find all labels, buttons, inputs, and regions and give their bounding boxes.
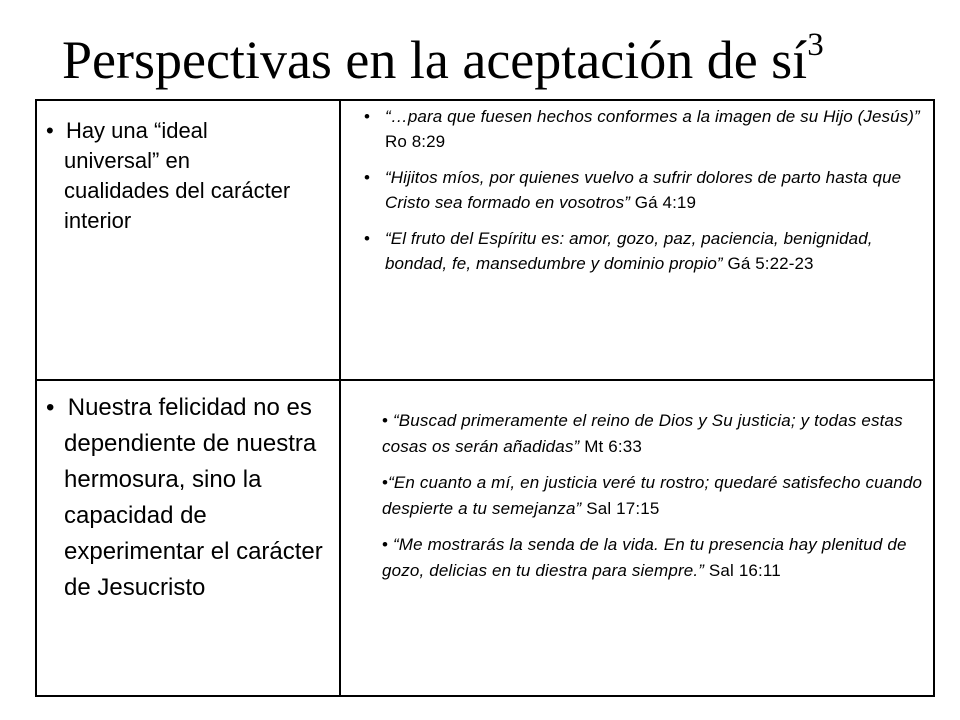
quote-reference: Ro 8:29: [385, 132, 446, 151]
bullet-icon: •: [364, 107, 370, 126]
column-divider: [339, 99, 341, 697]
left-item-text: Hay una “ideal universal” en cualidades del carácter interior: [64, 118, 291, 233]
left-item-text: Nuestra felicidad no es dependiente de nuestra hermosura, sino la capacidad de experimentar el carácter de Jesucristo: [64, 394, 323, 601]
quote-item: [364, 226, 928, 276]
bullet-icon: •: [382, 411, 393, 430]
bullet-icon: •: [364, 229, 370, 248]
quote-text: “El fruto del Espíritu es: amor, gozo, paz, paciencia, benignidad, bondad, fe, mansedumbre y dominio propio”: [385, 229, 873, 273]
quote-reference: Sal 17:15: [581, 499, 660, 518]
title-superscript: 3: [807, 27, 824, 63]
left-cell-top: [46, 116, 296, 236]
bullet-icon: •: [46, 394, 55, 421]
bullet-icon: •: [364, 168, 370, 187]
left-bullet-item: [46, 390, 326, 606]
row-divider: [35, 379, 935, 381]
quote-item: [382, 470, 928, 522]
slide-title: [62, 28, 824, 93]
quote-reference: Mt 6:33: [579, 437, 642, 456]
quote-item: [364, 165, 928, 215]
quote-item: [382, 532, 928, 584]
right-cell-bottom: [382, 408, 928, 594]
quote-text: “En cuanto a mí, en justicia veré tu rostro; quedaré satisfecho cuando despierte a tu semejanza”: [382, 473, 923, 518]
quote-reference: Gá 4:19: [629, 193, 696, 212]
title-text: Perspectivas en la aceptación de sí: [62, 30, 808, 90]
quote-item: [382, 408, 928, 460]
bullet-icon: •: [382, 473, 389, 492]
bullet-icon: •: [46, 118, 54, 143]
left-bullet-item: [46, 116, 296, 236]
right-cell-top: [364, 104, 928, 287]
quote-reference: Sal 16:11: [704, 561, 781, 580]
quote-reference: Gá 5:22-23: [722, 254, 814, 273]
quote-text: “Buscad primeramente el reino de Dios y Su justicia; y todas estas cosas os serán añadidas”: [382, 411, 903, 456]
bullet-icon: •: [382, 535, 393, 554]
quote-text: “Me mostrarás la senda de la vida. En tu presencia hay plenitud de gozo, delicias en tu diestra para siempre.”: [382, 535, 907, 580]
quote-text: “Hijitos míos, por quienes vuelvo a sufrir dolores de parto hasta que Cristo sea formado en vosotros”: [385, 168, 902, 212]
quote-text: “…para que fuesen hechos conformes a la imagen de su Hijo (Jesús)”: [385, 107, 920, 126]
left-cell-bottom: [46, 390, 326, 606]
quote-item: [364, 104, 928, 154]
